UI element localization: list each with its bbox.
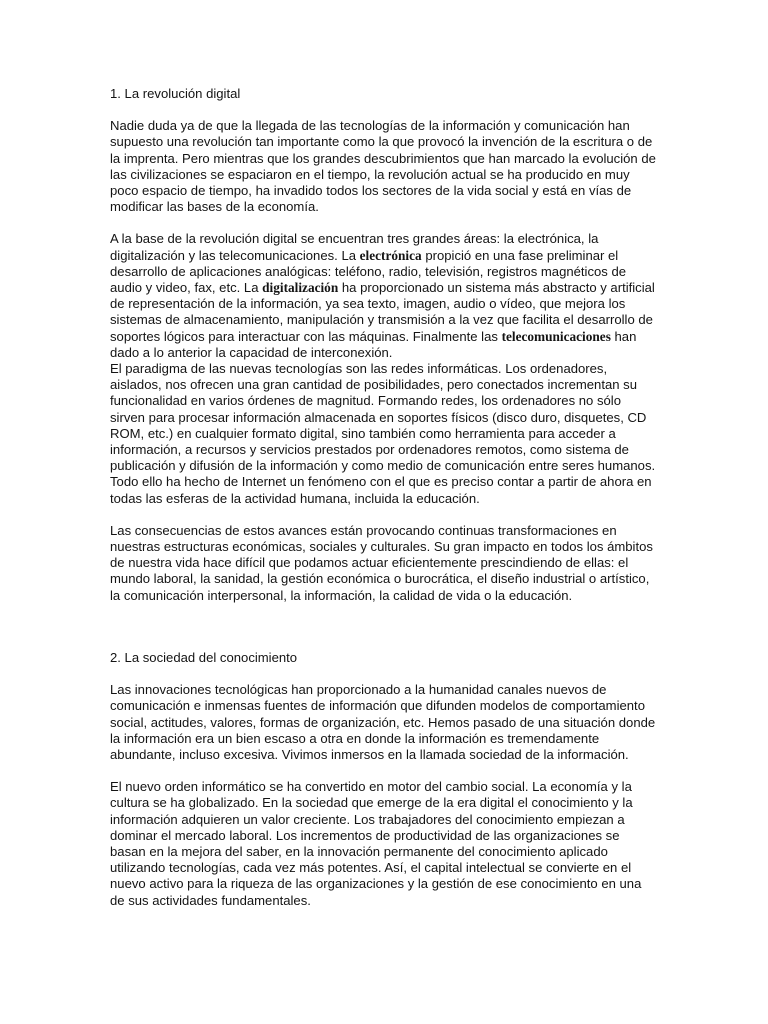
section-1-paragraph-2 [110,231,658,361]
paragraph-2-text-1: A la base de la revolución digital se encuentran tres grandes áreas: la electrónica, la digitalización y las telecomunicaciones. La [110,231,599,263]
paragraph-2-text-2: propició en una fase preliminar el desarrollo de aplicaciones analógicas: teléfono, radio, televisión, registros magnéticos de audio y video, fax, etc. La [110,247,627,296]
section-2-paragraph-2: El nuevo orden informático se ha convertido en motor del cambio social. La economía y la cultura se ha globalizado. En la sociedad que emerge de la era digital el conocimiento y la información adquieren un valor creciente. Los trabajadores del conocimiento empiezan a dominar el mercado laboral. Los incrementos de productividad de las organizaciones se basan en la mejora del saber, en la innovación permanente del conocimiento aplicado utilizando tecnologías, cada vez más potentes. Así, el capital intelectual se convierte en el nuevo activo para la riqueza de las organizaciones y la gestión de ese conocimiento en una de sus actividades fundamentales. [110,779,642,908]
paragraph-2-text-3: ha proporcionado un sistema más abstracto y artificial de representación de la información, ya sea texto, imagen, audio o vídeo, que mejora los sistemas de almacenamiento, manipulación y transmisión a la vez que facilita el desarrollo de soportes lógicos para interactuar con las máquinas. Finalmente las [110,280,655,344]
term-telecomunicaciones: telecomunicaciones [501,328,611,344]
section-2-heading: 2. La sociedad del conocimiento [110,649,298,665]
section-2-paragraph-1: Las innovaciones tecnológicas han proporcionado a la humanidad canales nuevos de comunicación e inmensas fuentes de información que difunden modelos de comportamiento social, actitudes, valores, formas de organización, etc. Hemos pasado de una situación donde la información era un bien escaso a otra en donde la información es tremendamente abundante, incluso excesiva. Vivimos inmersos en la llamada sociedad de la información. [110,682,656,762]
section-1-paragraph-1: Nadie duda ya de que la llegada de las tecnologías de la información y comunicación han supuesto una revolución tan importante como la que provocó la invención de la escritura o de la imprenta. Pero mientras que los grandes descubrimientos que han marcado la evolución de las civilizaciones se espaciaron en el tiempo, la revolución actual se ha producido en muy poco espacio de tiempo, ha invadido todos los sectores de la vida social y está en vías de modificar las bases de la economía. [110,118,656,215]
term-digitalizacion: digitalización [262,280,339,296]
section-1-heading: 1. La revolución digital [110,86,241,101]
section-1-paragraph-4: Las consecuencias de estos avances están provocando continuas transformaciones en nuestras estructuras económicas, sociales y culturales. Su gran impacto en todos los ámbitos de nuestra vida hace difícil que podamos actuar eficientemente prescindiendo de ellas: el mundo laboral, la sanidad, la gestión económica o burocrática, el diseño industrial o artístico, la comunicación interpersonal, la información, la calidad de vida o la educación. [110,522,653,603]
paragraph-2-text-4: han dado a lo anterior la capacidad de interconexión. [110,328,637,360]
section-1-paragraph-3: El paradigma de las nuevas tecnologías son las redes informáticas. Los ordenadores, aislados, nos ofrecen una gran cantidad de posibilidades, pero conectados incrementan su funcionalidad en varios órdenes de magnitud. Formando redes, los ordenadores no sólo sirven para procesar información almacenada en soportes físicos (disco duro, disquetes, CD ROM, etc.) en cualquier formato digital, sino también como herramienta para acceder a información, a recursos y servicios prestados por ordenadores remotos, como sistema de publicación y difusión de la información y como medio de comunicación entre seres humanos. Todo ello ha hecho de Internet un fenómeno con el que es preciso contar a partir de ahora en todas las esferas de la actividad humana, incluida la educación. [110,361,656,506]
document-page [110,86,658,909]
term-electronica: electrónica [359,247,422,263]
